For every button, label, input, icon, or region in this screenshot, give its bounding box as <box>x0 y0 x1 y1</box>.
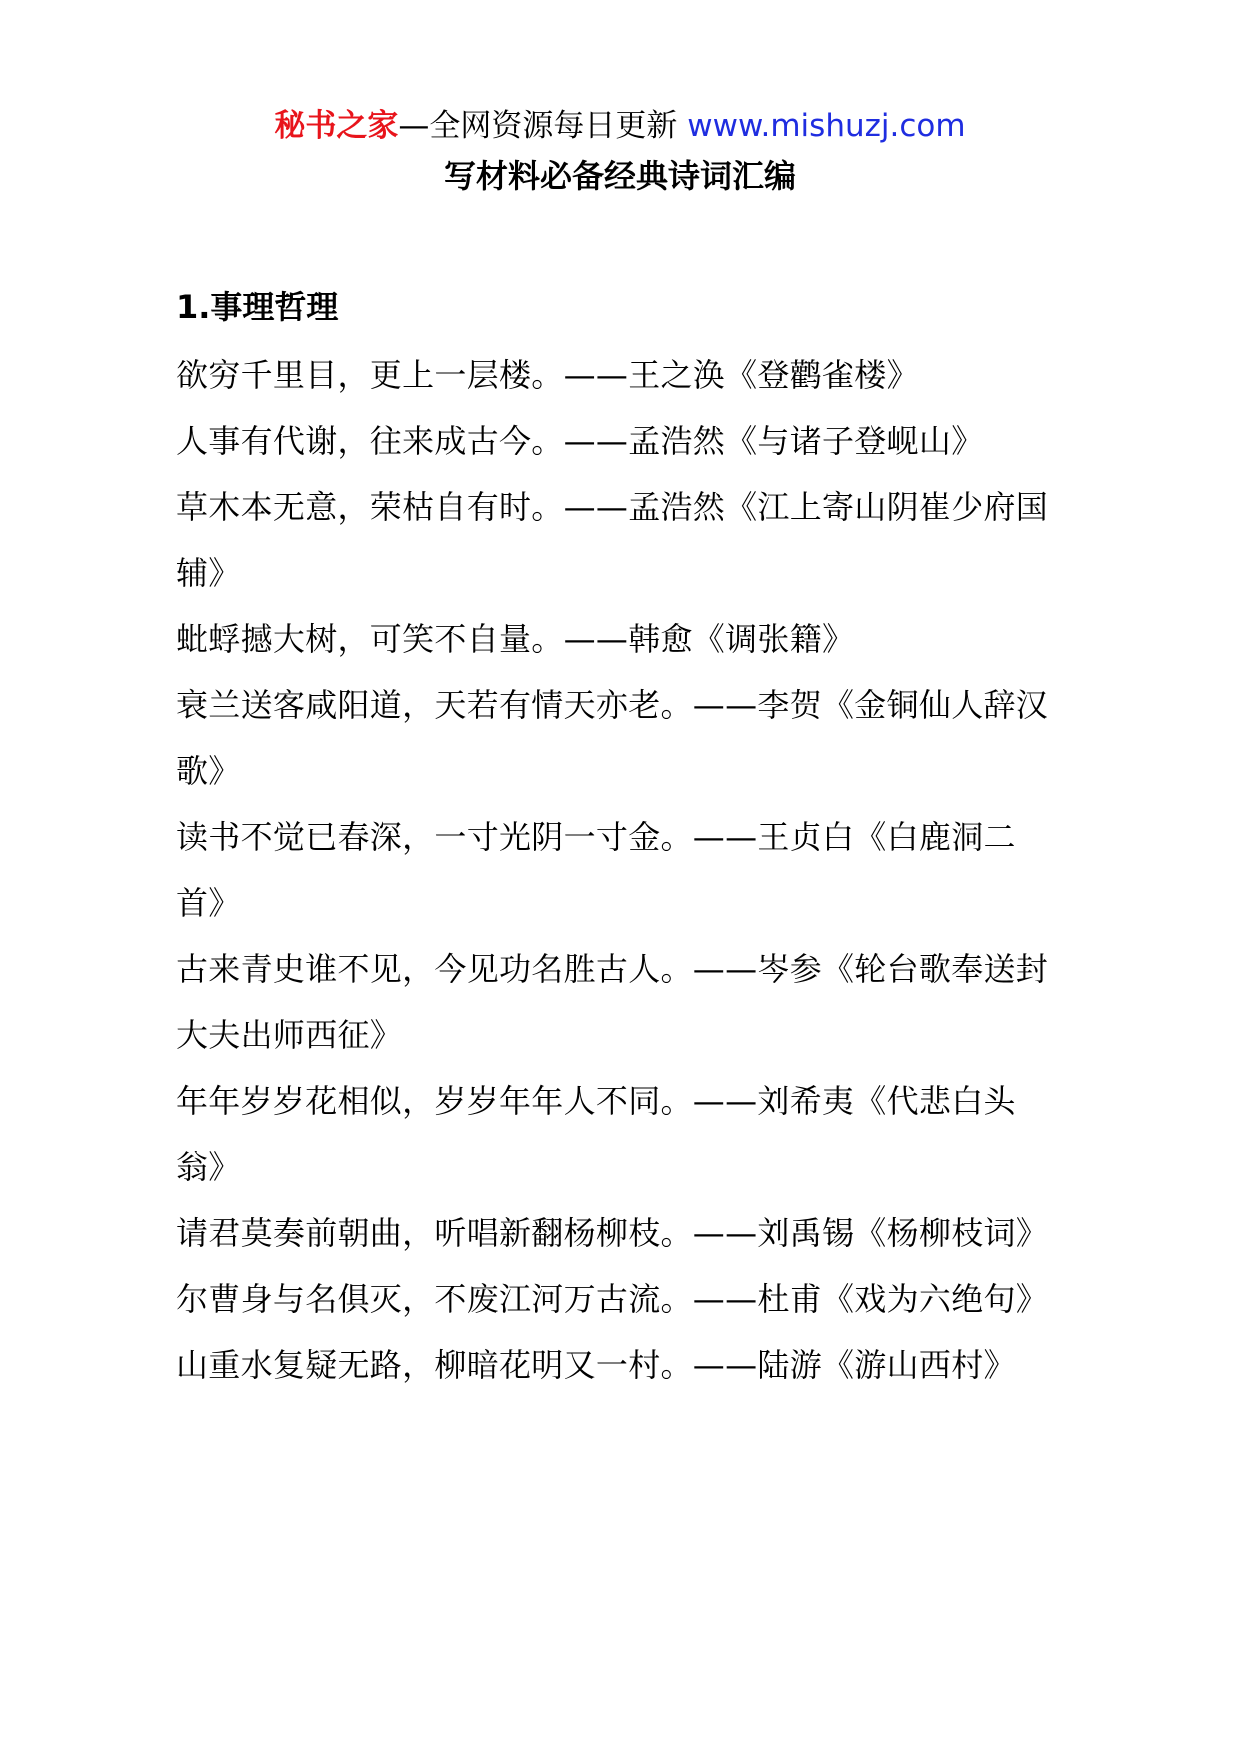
poem-line: 古来青史谁不见，今见功名胜古人。——岑参《轮台歌奉送封大夫出师西征》 <box>176 950 1049 1054</box>
poem-line: 蚍蜉撼大树，可笑不自量。——韩愈《调张籍》 <box>176 620 855 658</box>
poem-line: 尔曹身与名俱灭，不废江河万古流。——杜甫《戏为六绝句》 <box>176 1280 1049 1318</box>
poem-list <box>176 342 1064 1398</box>
brand-name: 秘书之家 <box>274 108 399 144</box>
poem-line: 请君莫奏前朝曲，听唱新翻杨柳枝。——刘禹锡《杨柳枝词》 <box>176 1214 1049 1252</box>
site-header <box>0 104 1240 148</box>
poem-line: 草木本无意，荣枯自有时。——孟浩然《江上寄山阴崔少府国辅》 <box>176 488 1049 592</box>
document-title: 写材料必备经典诗词汇编 <box>443 157 796 195</box>
poem-line: 山重水复疑无路，柳暗花明又一村。——陆游《游山西村》 <box>176 1346 1016 1384</box>
site-url-link[interactable]: www.mishuzj.com <box>687 108 966 144</box>
section-heading: 1.事理哲理 <box>176 288 339 326</box>
poem-line: 衰兰送客咸阳道，天若有情天亦老。——李贺《金铜仙人辞汉歌》 <box>176 686 1049 790</box>
header-tagline: —全网资源每日更新 <box>398 108 688 144</box>
poem-line: 人事有代谢，往来成古今。——孟浩然《与诸子登岘山》 <box>176 422 984 460</box>
poem-line: 欲穷千里目，更上一层楼。——王之涣《登鹳雀楼》 <box>176 356 919 394</box>
poem-line: 读书不觉已春深，一寸光阴一寸金。——王贞白《白鹿洞二首》 <box>176 818 1016 922</box>
poem-line: 年年岁岁花相似，岁岁年年人不同。——刘希夷《代悲白头翁》 <box>176 1082 1016 1186</box>
